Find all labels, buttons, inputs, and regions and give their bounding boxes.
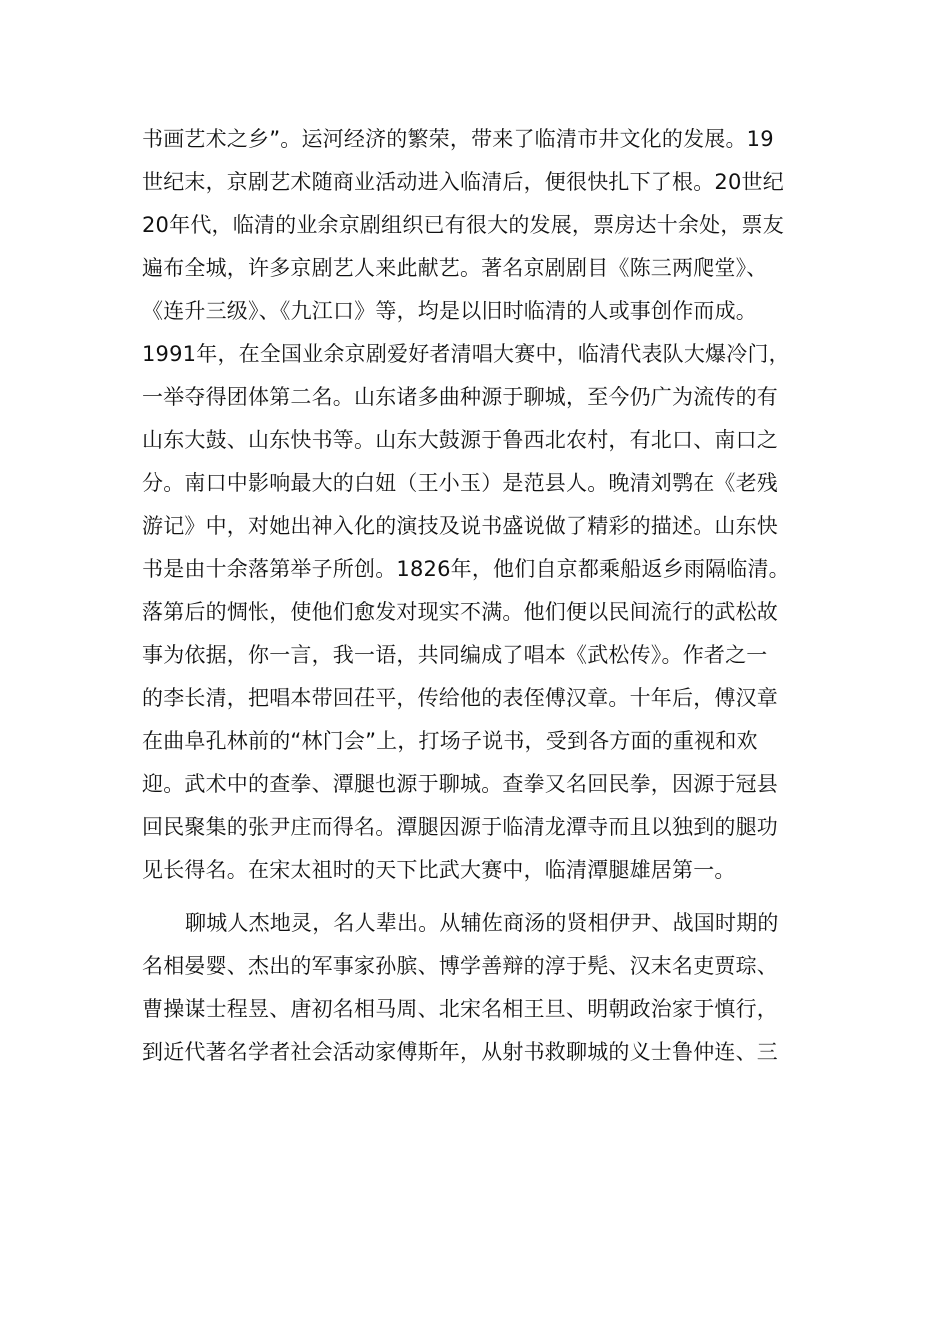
text-line: 名相晏婴、杰出的军事家孙膑、博学善辩的淳于髡、汉末名吏贾琮、 <box>142 954 778 978</box>
paragraph-2 <box>142 902 818 1074</box>
text-line: 《连升三级》、《九江口》等，均是以旧时临清的人或事创作而成。 <box>142 299 757 323</box>
text-line: 遍布全城，许多京剧艺人来此献艺。著名京剧剧目《陈三两爬堂》、 <box>142 256 768 280</box>
text-line: 一举夺得团体第二名。山东诸多曲种源于聊城，至今仍广为流传的有 <box>142 385 778 409</box>
text-line: 世纪末，京剧艺术随商业活动进入临清后，便很快扎下了根。20世纪 <box>142 170 784 194</box>
document-body <box>142 118 818 1074</box>
paragraph-1 <box>142 118 818 892</box>
text-line: 聊城人杰地灵，名人辈出。从辅佐商汤的贤相伊尹、战国时期的 <box>185 911 779 935</box>
text-line: 事为依据，你一言，我一语，共同编成了唱本《武松传》。作者之一 <box>142 643 768 667</box>
text-line: 迎。武术中的查拳、潭腿也源于聊城。查拳又名回民拳，因源于冠县 <box>142 772 778 796</box>
text-line: 山东大鼓、山东快书等。山东大鼓源于鲁西北农村，有北口、南口之 <box>142 428 778 452</box>
text-line: 见长得名。在宋太祖时的天下比武大赛中，临清潭腿雄居第一。 <box>142 858 736 882</box>
text-line: 分。南口中影响最大的白妞（王小玉）是范县人。晚清刘鹗在《老残 <box>142 471 778 495</box>
text-line: 在曲阜孔林前的“林门会”上，打场子说书，受到各方面的重视和欢 <box>142 729 758 753</box>
text-line: 回民聚集的张尹庄而得名。潭腿因源于临清龙潭寺而且以独到的腿功 <box>142 815 778 839</box>
text-line: 落第后的惆怅，使他们愈发对现实不满。他们便以民间流行的武松故 <box>142 600 778 624</box>
text-line: 1991年，在全国业余京剧爱好者清唱大赛中，临清代表队大爆冷门， <box>142 342 790 366</box>
text-line: 20年代，临清的业余京剧组织已有很大的发展，票房达十余处，票友 <box>142 213 784 237</box>
text-line: 到近代著名学者社会活动家傅斯年，从射书救聊城的义士鲁仲连、三 <box>142 1040 778 1064</box>
text-line: 书是由十余落第举子所创。1826年，他们自京都乘船返乡雨隔临清。 <box>142 557 790 581</box>
text-line: 书画艺术之乡”。运河经济的繁荣，带来了临清市井文化的发展。19 <box>142 127 774 151</box>
text-line: 游记》中，对她出神入化的演技及说书盛说做了精彩的描述。山东快 <box>142 514 778 538</box>
text-line: 曹操谋士程昱、唐初名相马周、北宋名相王旦、明朝政治家于慎行， <box>142 997 778 1021</box>
text-line: 的李长清，把唱本带回茌平，传给他的表侄傅汉章。十年后，傅汉章 <box>142 686 778 710</box>
paragraph-spacer <box>142 892 818 902</box>
